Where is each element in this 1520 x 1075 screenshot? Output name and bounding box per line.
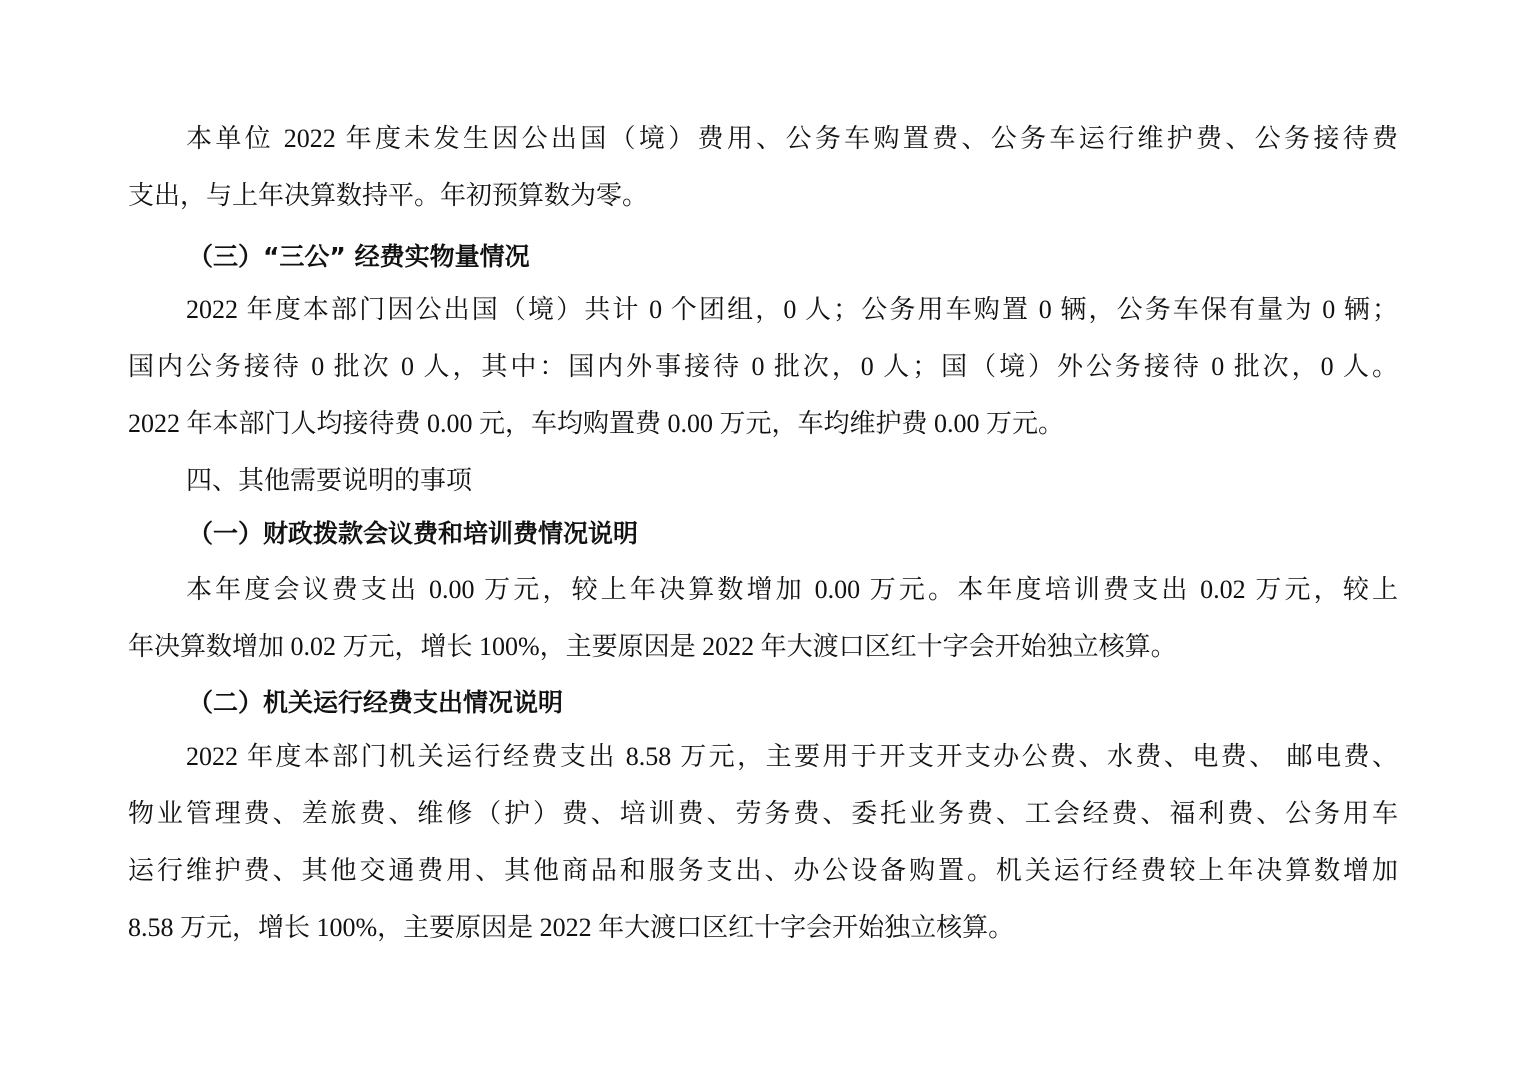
paragraph-line: 国内公务接待 0 批次 0 人，其中：国内外事接待 0 批次，0 人；国（境）外公务接待 0 批次，0 人。	[128, 352, 1398, 381]
section-heading-meeting-training-fees: （一）财政拨款会议费和培训费情况说明	[188, 519, 639, 548]
paragraph-line: 本单位 2022 年度未发生因公出国（境）费用、公务车购置费、公务车运行维护费、公务接待费	[186, 124, 1398, 153]
paragraph-line: 本年度会议费支出 0.00 万元，较上年决算数增加 0.00 万元。本年度培训费支出 0.02 万元，较上	[186, 575, 1398, 604]
paragraph-line: 8.58 万元，增长 100%，主要原因是 2022 年大渡口区红十字会开始独立核算。	[128, 913, 1015, 942]
paragraph-line: 2022 年度本部门机关运行经费支出 8.58 万元，主要用于开支开支办公费、水费、电费、 邮电费、	[186, 742, 1398, 771]
paragraph-line: 2022 年度本部门因公出国（境）共计 0 个团组，0 人；公务用车购置 0 辆，公务车保有量为 0 辆；	[186, 295, 1398, 324]
section-heading-three-public-quantities: （三）“三公” 经费实物量情况	[188, 242, 530, 271]
section-heading-other-matters: 四、其他需要说明的事项	[186, 466, 473, 495]
section-heading-operating-expenses: （二）机关运行经费支出情况说明	[188, 688, 564, 717]
paragraph-line: 运行维护费、其他交通费用、其他商品和服务支出、办公设备购置。机关运行经费较上年决算数增加	[128, 856, 1398, 885]
paragraph-line: 年决算数增加 0.02 万元，增长 100%，主要原因是 2022 年大渡口区红十字会开始独立核算。	[128, 632, 1177, 661]
paragraph-line: 支出，与上年决算数持平。年初预算数为零。	[128, 181, 649, 210]
paragraph-line: 2022 年本部门人均接待费 0.00 元，车均购置费 0.00 万元，车均维护费 0.00 万元。	[128, 409, 1065, 438]
paragraph-line: 物业管理费、差旅费、维修（护）费、培训费、劳务费、委托业务费、工会经费、福利费、公务用车	[128, 799, 1398, 828]
